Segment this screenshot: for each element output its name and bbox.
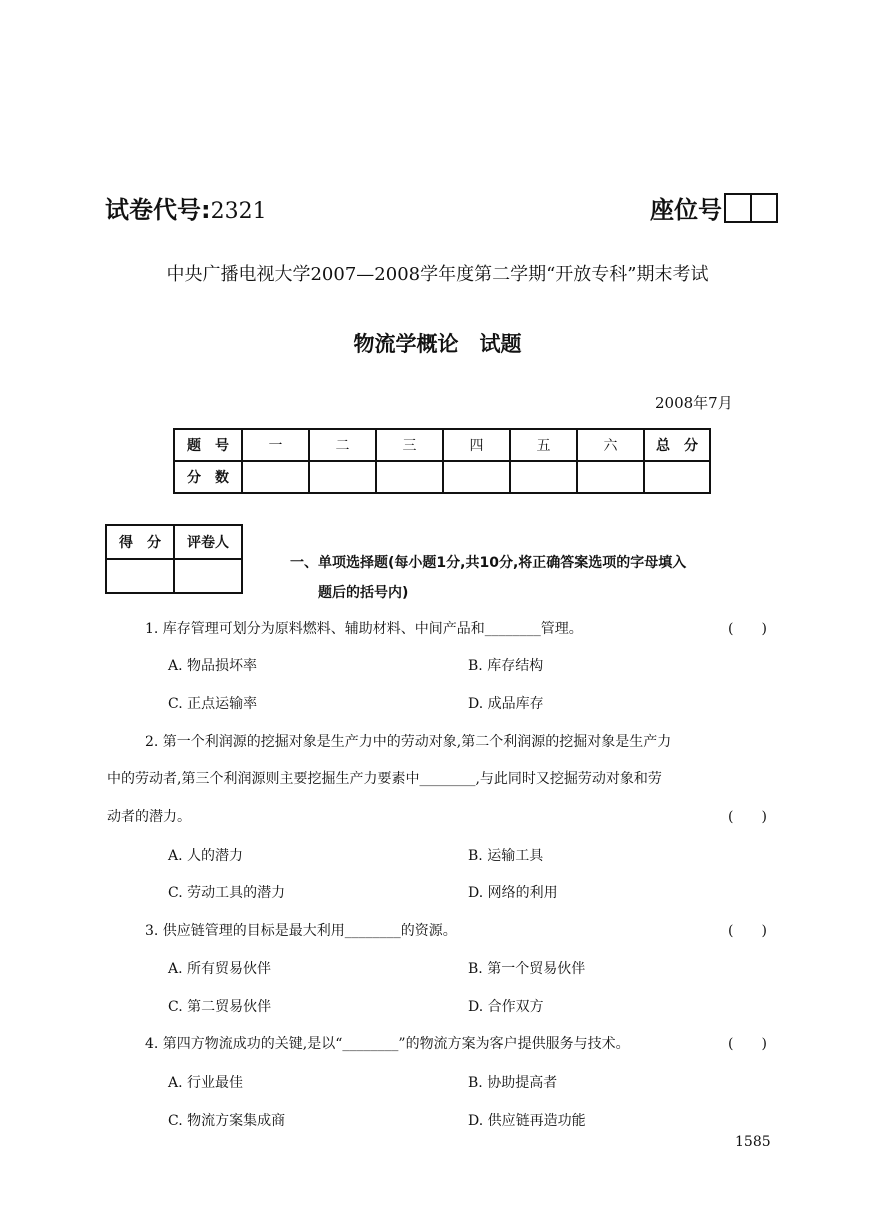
- option: A. 物品损坏率: [168, 658, 258, 674]
- seat-box[interactable]: [752, 193, 778, 223]
- answer-paren[interactable]: ( ): [728, 1036, 767, 1052]
- answer-paren[interactable]: ( ): [728, 923, 767, 939]
- page-number: 1585: [735, 1134, 771, 1150]
- score-cell[interactable]: [577, 461, 644, 493]
- question-3-text: 3. 供应链管理的目标是最大利用________的资源。: [145, 923, 457, 939]
- subject-title: 物流学概论 试题: [353, 332, 522, 356]
- seat-box[interactable]: [724, 193, 752, 223]
- seat-number: [650, 190, 778, 225]
- score-cell[interactable]: [644, 461, 710, 493]
- option: D. 成品库存: [468, 696, 544, 712]
- score-table-column: 四: [443, 429, 510, 461]
- section-title-line: 一、单项选择题(每小题1分,共10分,将正确答案选项的字母填入: [290, 555, 687, 571]
- score-table-column: 二: [309, 429, 376, 461]
- score-table: [173, 428, 711, 494]
- grader-score-label: 得 分: [106, 525, 174, 559]
- grader-table: [105, 524, 243, 594]
- score-table-column: 六: [577, 429, 644, 461]
- option: D. 供应链再造功能: [468, 1113, 586, 1129]
- score-table-column: 五: [510, 429, 577, 461]
- score-cell[interactable]: [309, 461, 376, 493]
- grader-name-label: 评卷人: [174, 525, 242, 559]
- seat-label: 座位号: [650, 196, 722, 224]
- paper-code-label: 试卷代号:: [105, 196, 211, 224]
- question-2-text: 动者的潜力。: [107, 809, 191, 825]
- option: A. 所有贸易伙伴: [168, 961, 272, 977]
- answer-paren[interactable]: ( ): [728, 809, 767, 825]
- option: D. 合作双方: [468, 999, 544, 1015]
- question-1-text: 1. 库存管理可划分为原料燃料、辅助材料、中间产品和________管理。: [145, 621, 583, 637]
- seat-number-boxes: [724, 193, 778, 223]
- score-cell[interactable]: [443, 461, 510, 493]
- option: B. 第一个贸易伙伴: [468, 961, 586, 977]
- paper-code: [105, 190, 267, 225]
- score-cell[interactable]: [242, 461, 309, 493]
- paper-code-value: 2321: [210, 199, 267, 224]
- score-table-column: 三: [376, 429, 443, 461]
- option: B. 运输工具: [468, 848, 544, 864]
- answer-paren[interactable]: ( ): [728, 621, 767, 637]
- question-4-text: 4. 第四方物流成功的关键,是以“________”的物流方案为客户提供服务与技术。: [145, 1036, 630, 1052]
- score-table-row-label: 分 数: [174, 461, 242, 493]
- exam-date: 2008年7月: [655, 394, 733, 412]
- option: B. 协助提高者: [468, 1075, 558, 1091]
- option: C. 物流方案集成商: [168, 1113, 286, 1129]
- section-title-line: 题后的括号内): [318, 585, 409, 601]
- option: A. 人的潜力: [168, 848, 244, 864]
- question-2-text: 2. 第一个利润源的挖掘对象是生产力中的劳动对象,第二个利润源的挖掘对象是生产力: [145, 734, 672, 750]
- option: C. 劳动工具的潜力: [168, 885, 286, 901]
- score-cell[interactable]: [510, 461, 577, 493]
- score-table-score-row: [174, 461, 710, 493]
- score-table-column: 一: [242, 429, 309, 461]
- option: C. 第二贸易伙伴: [168, 999, 272, 1015]
- option: C. 正点运输率: [168, 696, 258, 712]
- score-table-row-label: 题 号: [174, 429, 242, 461]
- score-table-header-row: [174, 429, 710, 461]
- question-2-text: 中的劳动者,第三个利润源则主要挖掘生产力要素中________,与此同时又挖掘劳动对象和劳: [107, 771, 662, 787]
- grader-name-cell[interactable]: [174, 559, 242, 593]
- grader-score-cell[interactable]: [106, 559, 174, 593]
- section-title: [290, 548, 780, 608]
- score-cell[interactable]: [376, 461, 443, 493]
- exam-title: 中央广播电视大学2007—2008学年度第二学期“开放专科”期末考试: [166, 264, 709, 285]
- option: A. 行业最佳: [168, 1075, 244, 1091]
- option: D. 网络的利用: [468, 885, 558, 901]
- score-table-total-label: 总 分: [644, 429, 710, 461]
- option: B. 库存结构: [468, 658, 544, 674]
